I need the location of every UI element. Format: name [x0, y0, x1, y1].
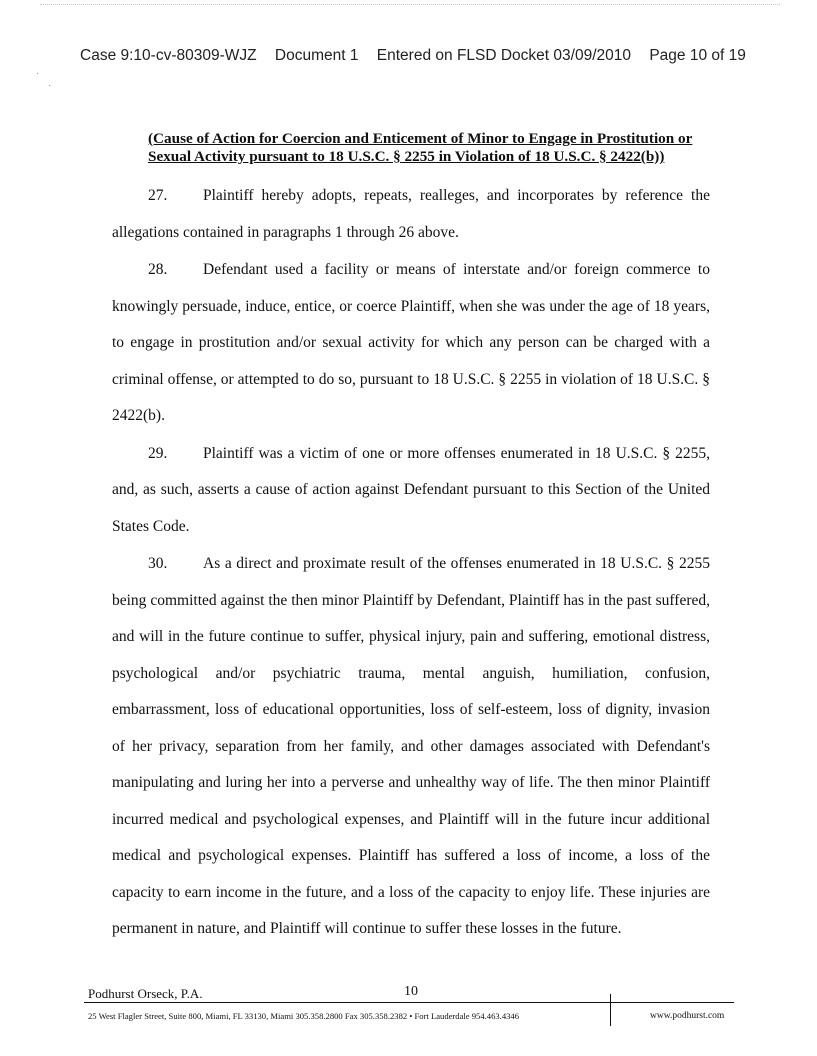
footer-page-number: 10: [404, 984, 418, 999]
case-number: Case 9:10-cv-80309-WJZ: [80, 47, 257, 64]
footer-firm-name: Podhurst Orseck, P.A.: [88, 986, 203, 1001]
document-number: Document 1: [274, 47, 359, 64]
paragraph-27: [112, 178, 710, 251]
scan-speck: ·: [36, 68, 40, 79]
docket-entry-date: Entered on FLSD Docket 03/09/2010: [376, 47, 631, 64]
paragraph-28: [112, 252, 710, 435]
section-heading: [148, 130, 728, 166]
footer-divider: [84, 1002, 734, 1003]
paragraph-number: 30.: [148, 555, 168, 572]
paragraph-text: Plaintiff was a victim of one or more offenses enumerated in 18 U.S.C. § 2255, and, as such, asserts a cause of action against Defendant pursuant to this Section of the United States Code.: [112, 444, 710, 535]
heading-line-1: (Cause of Action for Coercion and Enticement of Minor to Engage in Prostitution or: [148, 130, 693, 147]
footer-address: 25 West Flagler Street, Suite 800, Miami, FL 33130, Miami 305.358.2800 Fax 305.358.2382 • Fort Lauderdale 954.463.4346: [88, 1011, 520, 1021]
paragraph-text: As a direct and proximate result of the offenses enumerated in 18 U.S.C. § 2255 being committed against the then minor Plaintiff by Defendant, Plaintiff has in the past suffered, and will in the future continue to suffer, physical injury, pain and suffering, emotional distress, psychological and/or psychiatric trauma, mental anguish, humiliation, confusion, embarrassment, loss of educational opportunities, loss of self-esteem, loss of dignity, invasion of her privacy, separation from her family, and other damages associated with Defendant's manipulating and luring her into a perverse and unhealthy way of life. The then minor Plaintiff incurred medical and psychological expenses, and Plaintiff will in the future incur additional medical and psychological expenses. Plaintiff has suffered a loss of income, a loss of the capacity to earn income in the future, and a loss of the capacity to enjoy life. These injuries are permanent in nature, and Plaintiff will continue to suffer these losses in the future.: [112, 555, 710, 937]
page-indicator: Page 10 of 19: [649, 47, 746, 64]
paragraph-number: 27.: [148, 187, 168, 204]
footer-website: www.podhurst.com: [650, 1011, 725, 1021]
paragraph-number: 28.: [148, 261, 168, 278]
footer-vertical-divider: [610, 994, 611, 1026]
heading-line-2: Sexual Activity pursuant to 18 U.S.C. § 2255 in Violation of 18 U.S.C. § 2422(b)): [148, 148, 665, 165]
document-body: [112, 178, 710, 949]
scan-artifact-dots: [40, 4, 780, 11]
paragraph-29: [112, 436, 710, 546]
docket-header: [80, 47, 746, 65]
paragraph-text: Plaintiff hereby adopts, repeats, realleges, and incorporates by reference the allegations contained in paragraphs 1 through 26 above.: [112, 187, 710, 241]
paragraph-30: [112, 546, 710, 948]
paragraph-text: Defendant used a facility or means of interstate and/or foreign commerce to knowingly persuade, induce, entice, or coerce Plaintiff, when she was under the age of 18 years, to engage in prostitution and/or sexual activity for which any person can be charged with a criminal offense, or attempted to do so, pursuant to 18 U.S.C. § 2255 in violation of 18 U.S.C. § 2422(b).: [112, 261, 710, 424]
scan-speck: ·: [48, 80, 52, 91]
paragraph-number: 29.: [148, 444, 168, 462]
